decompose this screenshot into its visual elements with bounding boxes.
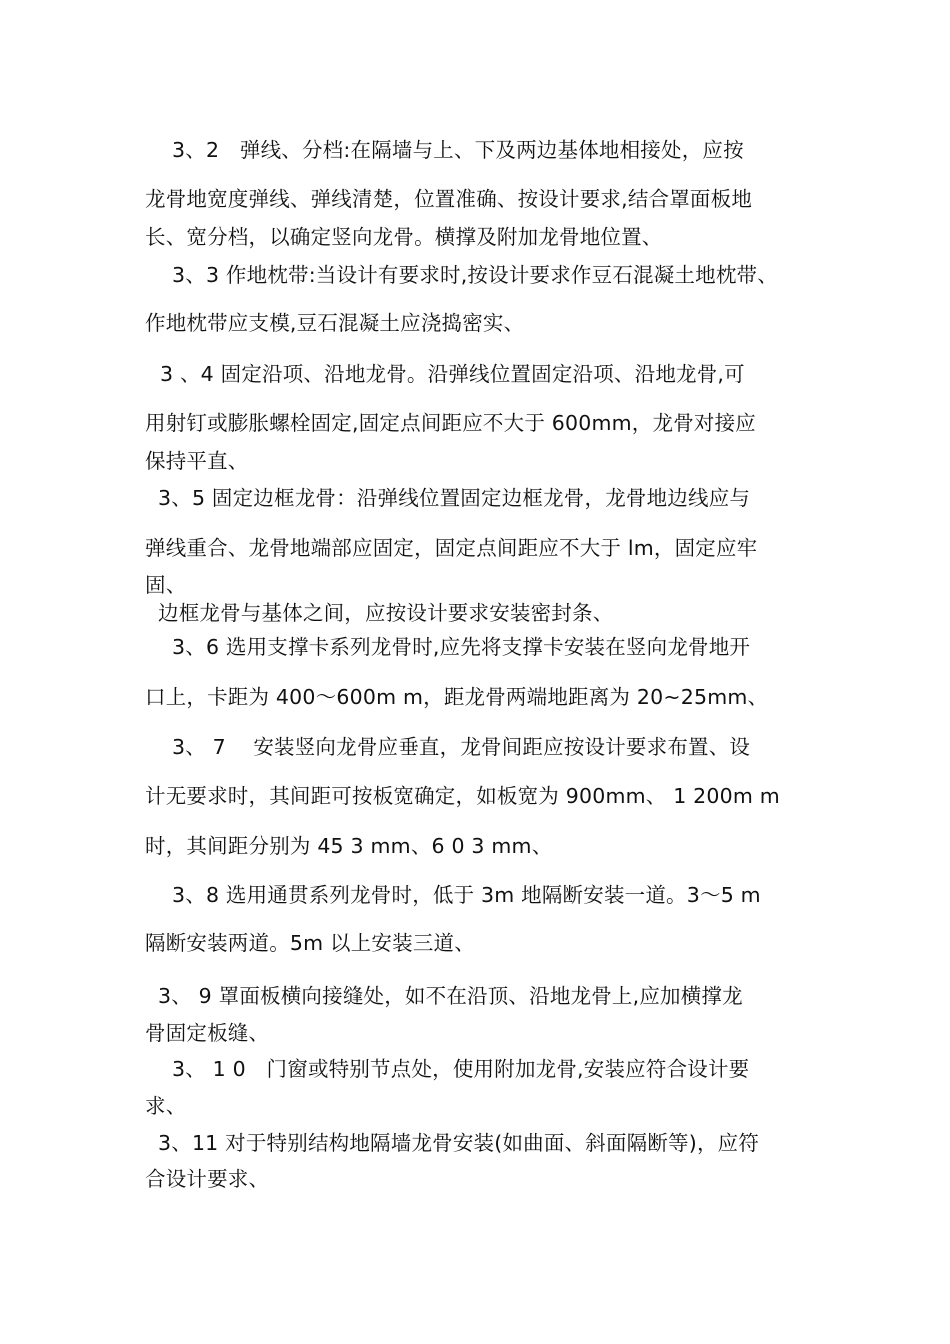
text-line-1: 3、2 弹线、分档:在隔墙与上、下及两边基体地相接处，应按 bbox=[172, 138, 744, 162]
text-line-14: 口上，卡距为 400～600m m，距龙骨两端地距离为 20~25mm、 bbox=[145, 685, 769, 709]
text-line-19: 隔断安装两道。5m 以上安装三道、 bbox=[145, 931, 475, 955]
text-line-12: 边框龙骨与基体之间，应按设计要求安装密封条、 bbox=[158, 601, 614, 625]
text-line-24: 3、11 对于特别结构地隔墙龙骨安装(如曲面、斜面隔断等)，应符 bbox=[158, 1131, 760, 1155]
text-line-23: 求、 bbox=[145, 1094, 187, 1118]
text-line-7: 用射钉或膨胀螺栓固定,固定点间距应不大于 600mm，龙骨对接应 bbox=[145, 411, 756, 435]
text-line-3: 长、宽分档，以确定竖向龙骨。横撑及附加龙骨地位置、 bbox=[145, 225, 663, 249]
text-line-16: 计无要求时，其间距可按板宽确定，如板宽为 900mm、 1 200m m bbox=[145, 784, 780, 808]
text-line-13: 3、6 选用支撑卡系列龙骨时,应先将支撑卡安装在竖向龙骨地开 bbox=[172, 635, 751, 659]
text-line-22: 3、 1 0 门窗或特别节点处，使用附加龙骨,安装应符合设计要 bbox=[172, 1057, 750, 1081]
text-line-5: 作地枕带应支模,豆石混凝土应浇捣密实、 bbox=[145, 311, 525, 335]
text-line-4: 3、3 作地枕带:当设计有要求时,按设计要求作豆石混凝土地枕带、 bbox=[172, 263, 778, 287]
text-line-18: 3、8 选用通贯系列龙骨时，低于 3m 地隔断安装一道。3～5 m bbox=[172, 883, 761, 907]
text-line-15: 3、 7 安装竖向龙骨应垂直，龙骨间距应按设计要求布置、设 bbox=[172, 735, 751, 759]
text-line-21: 骨固定板缝、 bbox=[145, 1021, 270, 1045]
text-line-9: 3、5 固定边框龙骨：沿弹线位置固定边框龙骨，龙骨地边线应与 bbox=[158, 486, 751, 510]
text-line-10: 弹线重合、龙骨地端部应固定，固定点间距应不大于 lm，固定应牢 bbox=[145, 536, 758, 560]
text-line-17: 时，其间距分别为 45 3 mm、6 0 3 mm、 bbox=[145, 834, 553, 858]
text-line-25: 合设计要求、 bbox=[145, 1167, 270, 1191]
text-line-6: 3 、4 固定沿项、沿地龙骨。沿弹线位置固定沿项、沿地龙骨,可 bbox=[160, 362, 745, 386]
text-line-8: 保持平直、 bbox=[145, 449, 249, 473]
text-line-11: 固、 bbox=[145, 573, 187, 597]
text-line-2: 龙骨地宽度弹线、弹线清楚，位置准确、按设计要求,结合罩面板地 bbox=[145, 187, 753, 211]
text-line-20: 3、 9 罩面板横向接缝处，如不在沿顶、沿地龙骨上,应加横撑龙 bbox=[158, 984, 743, 1008]
